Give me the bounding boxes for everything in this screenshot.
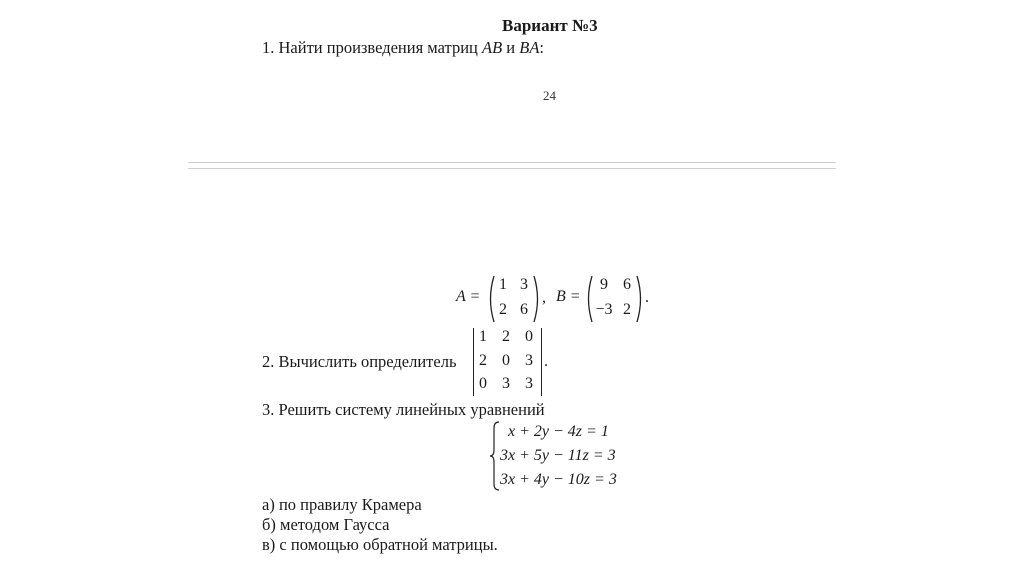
page-separator-top bbox=[188, 162, 836, 163]
determinant-cell: 2 bbox=[479, 352, 487, 369]
variant-title: Вариант №3 bbox=[502, 16, 598, 35]
matrix-b-label: B = bbox=[556, 288, 581, 305]
determinant-cell: 3 bbox=[525, 352, 533, 369]
equation-3: 3x + 4y − 10z = 3 bbox=[500, 471, 617, 488]
task1-text bbox=[262, 38, 544, 58]
determinant-cell: 0 bbox=[525, 328, 533, 345]
matrix-b-period: . bbox=[645, 289, 649, 306]
determinant-cell: 3 bbox=[502, 375, 510, 392]
determinant-period: . bbox=[544, 353, 548, 370]
page-number: 24 bbox=[543, 88, 556, 103]
task1-ab: AB bbox=[481, 38, 503, 57]
matrix-a-cell: 1 bbox=[499, 276, 507, 293]
task1-mid: и bbox=[502, 38, 520, 57]
task2-text: 2. Вычислить определитель bbox=[262, 352, 457, 371]
equation-1: x + 2y − 4z = 1 bbox=[508, 423, 609, 440]
determinant-cell: 1 bbox=[479, 328, 487, 345]
method-inverse: в) с помощью обратной матрицы. bbox=[262, 535, 498, 554]
matrix-a-right-paren bbox=[532, 274, 542, 324]
determinant-cell: 2 bbox=[502, 328, 510, 345]
determinant-cell: 3 bbox=[525, 375, 533, 392]
matrix-b-cell: 9 bbox=[600, 276, 608, 293]
equation-2: 3x + 5y − 11z = 3 bbox=[500, 447, 616, 464]
method-cramer: а) по правилу Крамера bbox=[262, 495, 422, 514]
matrix-a-comma: , bbox=[542, 289, 546, 306]
matrix-a-cell: 6 bbox=[520, 301, 528, 318]
matrix-b-cell: −3 bbox=[595, 301, 613, 318]
matrix-b-cell: 6 bbox=[623, 276, 631, 293]
method-gauss: б) методом Гаусса bbox=[262, 515, 390, 534]
determinant-cell: 0 bbox=[479, 375, 487, 392]
matrix-a-label: A = bbox=[456, 288, 481, 305]
determinant-cell: 0 bbox=[502, 352, 510, 369]
determinant-right-bar bbox=[541, 328, 542, 396]
page-separator-bottom bbox=[188, 168, 836, 169]
matrix-a-cell: 2 bbox=[499, 301, 507, 318]
matrix-b-right-paren bbox=[635, 274, 645, 324]
matrix-b-cell: 2 bbox=[623, 301, 631, 318]
task1-ba: BA bbox=[519, 38, 540, 57]
task3-text: 3. Решить систему линейных уравнений bbox=[262, 400, 545, 419]
task1-prefix: 1. Найти произведения матриц bbox=[262, 38, 482, 57]
matrix-a-cell: 3 bbox=[520, 276, 528, 293]
task1-suffix: : bbox=[539, 38, 545, 57]
